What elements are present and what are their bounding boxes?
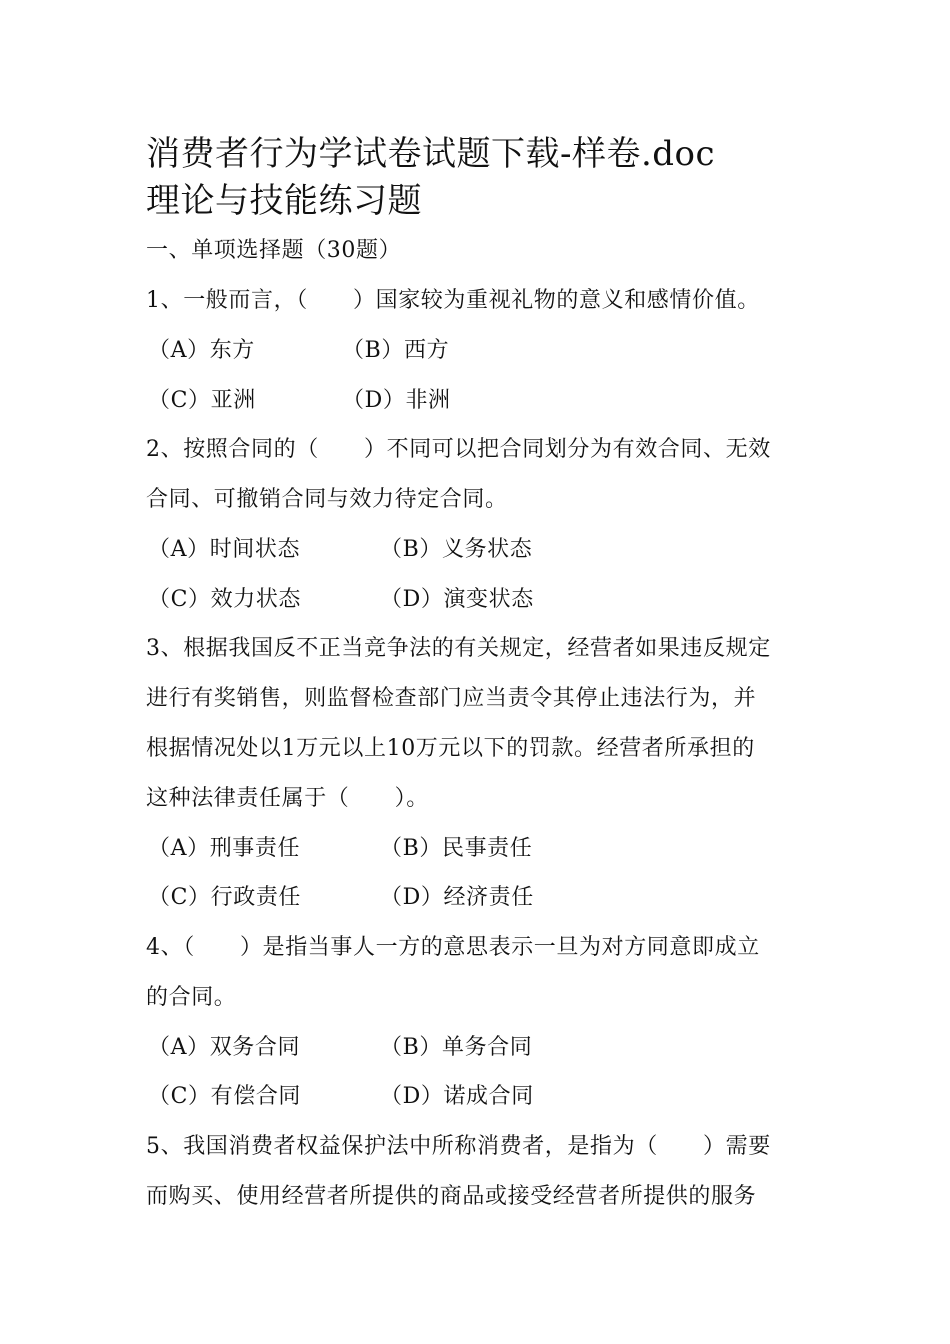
question-4-option-d: （D）诺成合同 bbox=[380, 1084, 534, 1109]
question-4-option-b: （B）单务合同 bbox=[380, 1035, 533, 1060]
question-5-text-line-2: 而购买、使用经营者所提供的商品或接受经营者所提供的服务 bbox=[146, 1184, 757, 1209]
question-3-text-line-1: 3、根据我国反不正当竞争法的有关规定，经营者如果违反规定 bbox=[146, 636, 771, 661]
question-2-text-line-1: 2、按照合同的（ ）不同可以把合同划分为有效合同、无效 bbox=[146, 437, 771, 462]
question-1-option-c: （C）亚洲 bbox=[148, 388, 256, 413]
question-3-text-line-2: 进行有奖销售，则监督检查部门应当责令其停止违法行为，并 bbox=[146, 686, 757, 711]
question-3-option-d: （D）经济责任 bbox=[380, 885, 534, 910]
question-4-option-c: （C）有偿合同 bbox=[148, 1084, 302, 1109]
question-4-text-line-1: 4、（ ）是指当事人一方的意思表示一旦为对方同意即成立 bbox=[146, 935, 760, 960]
document-title: 消费者行为学试卷试题下载-样卷.doc bbox=[146, 134, 716, 174]
question-1-option-a: （A）东方 bbox=[148, 338, 255, 363]
question-2-option-c: （C）效力状态 bbox=[148, 587, 302, 612]
question-1-option-b: （B）西方 bbox=[342, 338, 450, 363]
document-subtitle: 理论与技能练习题 bbox=[146, 181, 422, 221]
question-3-option-b: （B）民事责任 bbox=[380, 836, 533, 861]
question-2-option-a: （A）时间状态 bbox=[148, 537, 301, 562]
question-1-option-d: （D）非洲 bbox=[342, 388, 451, 413]
question-5-text-line-1: 5、我国消费者权益保护法中所称消费者，是指为（ ）需要 bbox=[146, 1134, 771, 1159]
question-2-text-line-2: 合同、可撤销合同与效力待定合同。 bbox=[146, 487, 508, 512]
question-4-text-line-2: 的合同。 bbox=[146, 985, 237, 1010]
question-3-option-a: （A）刑事责任 bbox=[148, 836, 301, 861]
question-3-option-c: （C）行政责任 bbox=[148, 885, 302, 910]
question-3-text-line-3: 根据情况处以1万元以上10万元以下的罚款。经营者所承担的 bbox=[146, 736, 755, 761]
question-2-option-d: （D）演变状态 bbox=[380, 587, 534, 612]
section-heading: 一、单项选择题（30题） bbox=[146, 238, 402, 263]
question-4-option-a: （A）双务合同 bbox=[148, 1035, 301, 1060]
question-3-text-line-4: 这种法律责任属于（ ）。 bbox=[146, 786, 429, 811]
question-1-text: 1、一般而言，（ ）国家较为重视礼物的意义和感情价值。 bbox=[146, 288, 760, 313]
question-2-option-b: （B）义务状态 bbox=[380, 537, 533, 562]
